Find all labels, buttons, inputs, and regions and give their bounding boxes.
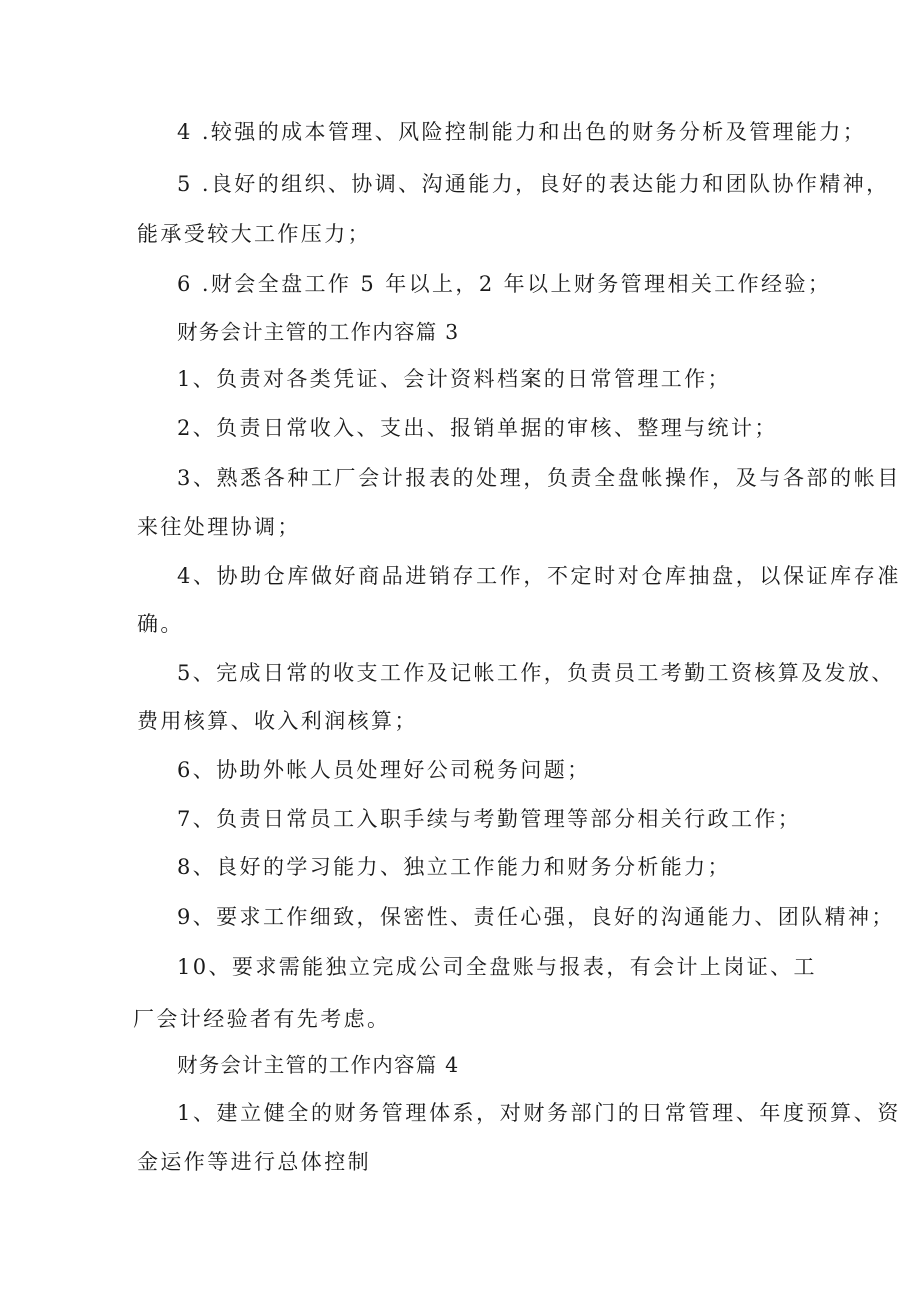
text-line: 费用核算、收入利润核算； <box>137 709 418 733</box>
text-line: 8、良好的学习能力、独立工作能力和财务分析能力； <box>177 855 731 879</box>
text-line: 1、负责对各类凭证、会计资料档案的日常管理工作； <box>177 367 731 391</box>
text-line: 来往处理协调； <box>137 515 301 539</box>
text-line: 6、协助外帐人员处理好公司税务问题； <box>177 758 591 782</box>
text-line: 7、负责日常员工入职手续与考勤管理等部分相关行政工作； <box>177 807 802 831</box>
text-line: 确。 <box>137 612 184 636</box>
text-line: 2、负责日常收入、支出、报销单据的审核、整理与统计； <box>177 416 778 440</box>
text-line: 1、建立健全的财务管理体系，对财务部门的日常管理、年度预算、资 <box>177 1101 901 1125</box>
text-line: 5、完成日常的收支工作及记帐工作，负责员工考勤工资核算及发放、 <box>177 661 895 685</box>
text-line: 9、要求工作细致，保密性、责任心强，良好的沟通能力、团队精神； <box>177 905 895 929</box>
text-line: 10、要求需能独立完成公司全盘账与报表，有会计上岗证、工 <box>177 955 817 979</box>
section-heading: 财务会计主管的工作内容篇 3 <box>177 320 460 344</box>
text-line: 4、协助仓库做好商品进销存工作，不定时对仓库抽盘，以保证库存准 <box>177 564 901 588</box>
text-line: 6 .财会全盘工作 5 年以上，2 年以上财务管理相关工作经验； <box>177 272 832 296</box>
text-line: 5 .良好的组织、协调、沟通能力，良好的表达能力和团队协作精神， <box>177 172 890 196</box>
text-line: 厂会计经验者有先考虑。 <box>133 1007 391 1031</box>
section-heading: 财务会计主管的工作内容篇 4 <box>177 1053 460 1077</box>
text-line: 金运作等进行总体控制 <box>137 1150 371 1174</box>
text-line: 3、熟悉各种工厂会计报表的处理，负责全盘帐操作，及与各部的帐目 <box>177 466 901 490</box>
text-line: 4 .较强的成本管理、风险控制能力和出色的财务分析及管理能力； <box>177 120 867 144</box>
text-line: 能承受较大工作压力； <box>137 222 371 246</box>
